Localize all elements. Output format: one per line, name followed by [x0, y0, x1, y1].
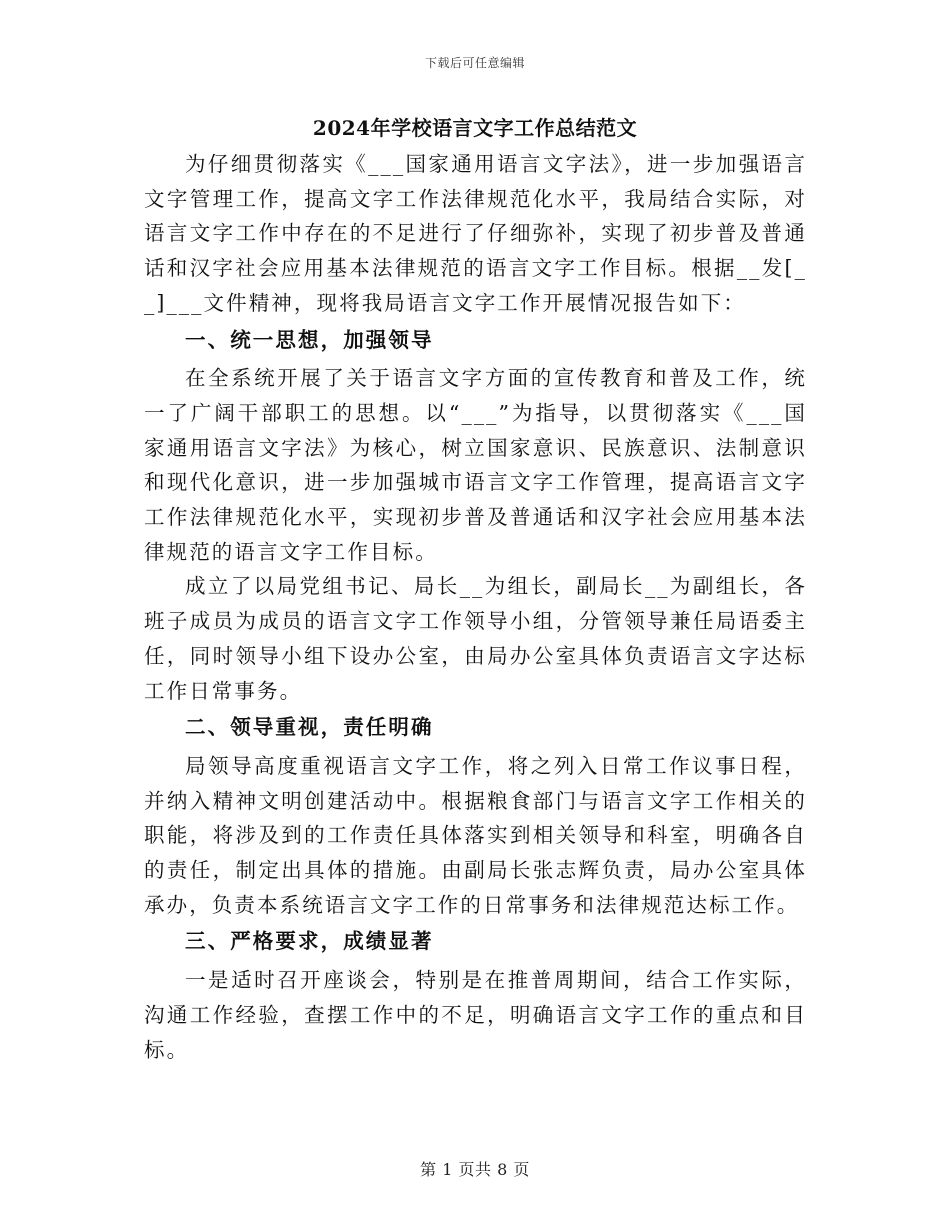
section-heading-2: 二、领导重视，责任明确 — [185, 715, 434, 740]
document-title: 2024年学校语言文字工作总结范文 — [312, 116, 638, 140]
section-heading-1: 一、统一思想，加强领导 — [185, 327, 434, 352]
intro-paragraph: 为仔细贯彻落实《___国家通用语言文字法》，进一步加强语言文字管理工作，提高文字工作法律规范化水平，我局结合实际，对语言文字工作中存在的不足进行了仔细弥补，实现了初步普及普通话和汉字社会应用基本法律规范的语言文字工作目标。根据__发[__]___文件精神，现将我局语言文字工作开展情况报告如下： — [144, 152, 807, 315]
document-body — [144, 147, 807, 1067]
section-1-paragraph-1: 在全系统开展了关于语言文字方面的宣传教育和普及工作，统一了广阔干部职工的思想。以“___”为指导，以贯彻落实《___国家通用语言文字法》为核心，树立国家意识、民族意识、法制意识和现代化意识，进一步加强城市语言文字工作管理，提高语言文字工作法律规范化水平，实现初步普及普通话和汉字社会应用基本法律规范的语言文字工作目标。 — [144, 366, 807, 564]
section-1-paragraph-2: 成立了以局党组书记、局长__为组长，副局长__为副组长，各班子成员为成员的语言文字工作领导小组，分管领导兼任局语委主任，同时领导小组下设办公室，由局办公室具体负责语言文字达标工作日常事务。 — [144, 574, 807, 703]
page-number: 第 1 页共 8 页 — [420, 1160, 530, 1179]
section-heading-3: 三、严格要求，成绩显著 — [185, 929, 434, 954]
section-3-paragraph-1: 一是适时召开座谈会，特别是在推普周期间，结合工作实际，沟通工作经验，查摆工作中的不足，明确语言文字工作的重点和目标。 — [144, 968, 807, 1062]
header-note: 下载后可任意编辑 — [424, 56, 525, 70]
section-2-paragraph-1: 局领导高度重视语言文字工作，将之列入日常工作议事日程，并纳入精神文明创建活动中。根据粮食部门与语言文字工作相关的职能，将涉及到的工作责任具体落实到相关领导和科室，明确各自的责任，制定出具体的措施。由副局长张志辉负责，局办公室具体承办，负责本系统语言文字工作的日常事务和法律规范达标工作。 — [144, 753, 807, 917]
